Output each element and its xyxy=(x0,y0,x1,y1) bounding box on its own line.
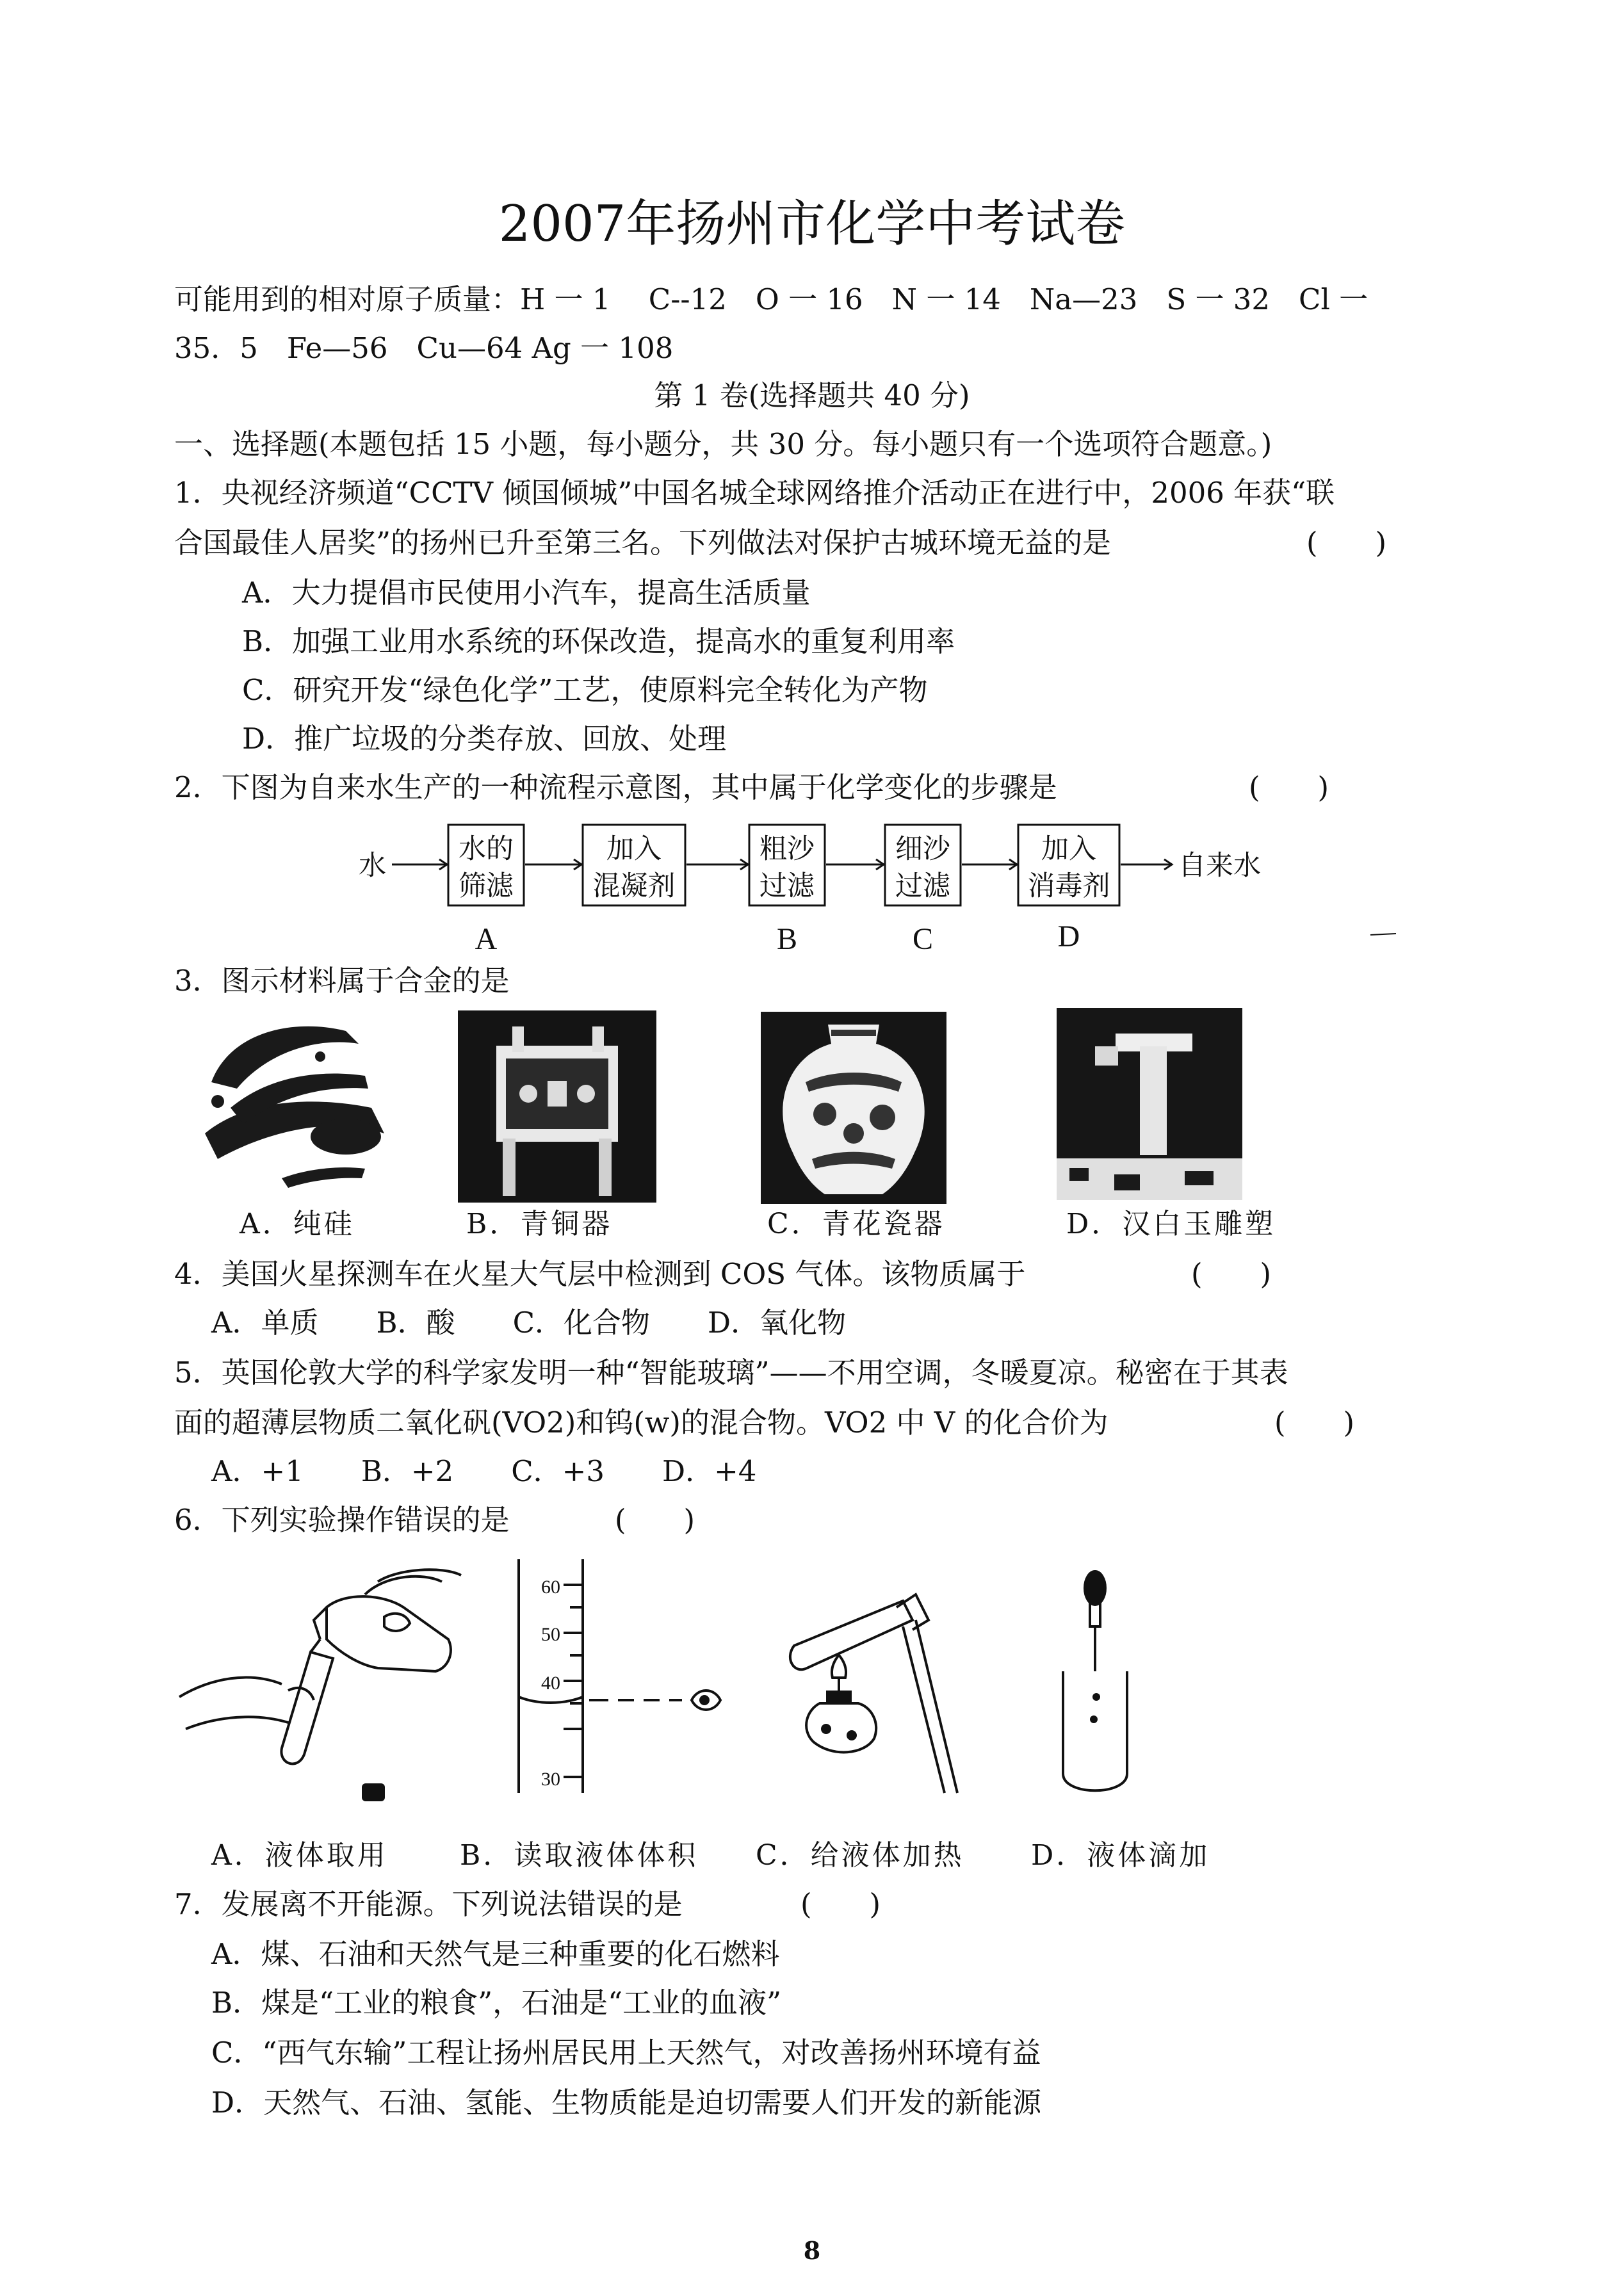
q7-option-d: D．天然气、石油、氢能、生物质能是迫切需要人们开发的新能源 xyxy=(211,2086,1042,2120)
q4-answer-paren: ( ) xyxy=(1191,1257,1272,1291)
q1-option-b: B．加强工业用水系统的环保改造，提高水的重复利用率 xyxy=(242,624,955,658)
q7-text: 7．发展离不开能源。下列说法错误的是 xyxy=(174,1887,683,1921)
q1-option-a: A．大力提倡市民使用小汽车，提高生活质量 xyxy=(242,576,811,610)
q7-option-a: A．煤、石油和天然气是三种重要的化石燃料 xyxy=(211,1937,780,1971)
q3-label-b: B．青铜器 xyxy=(466,1208,613,1240)
svg-text:筛滤: 筛滤 xyxy=(459,870,514,902)
page-number: 8 xyxy=(803,2236,821,2265)
q4-text: 4．美国火星探测车在火星大气层中检测到 COS 气体。该物质属于 xyxy=(174,1257,1026,1291)
q7-answer-paren: ( ) xyxy=(800,1887,881,1921)
svg-text:消毒剂: 消毒剂 xyxy=(1027,870,1110,902)
q2-text: 2．下图为自来水生产的一种流程示意图，其中属于化学变化的步骤是 xyxy=(174,770,1057,804)
q1-answer-paren: ( ) xyxy=(1306,526,1387,560)
q3-label-c: C．青花瓷器 xyxy=(767,1208,945,1240)
q3-label-a: A．纯硅 xyxy=(240,1208,355,1240)
q6-label-d: D．液体滴加 xyxy=(1031,1839,1210,1872)
q5-answer-paren: ( ) xyxy=(1274,1406,1355,1439)
heating-test-tube-illustration xyxy=(768,1582,973,1812)
volume-heading: 第 1 卷(选择题共 40 分) xyxy=(654,378,970,412)
bronze-vessel-image xyxy=(458,1010,656,1203)
q7-option-b: B．煤是“工业的粮食”，石油是“工业的血液” xyxy=(211,1986,782,2020)
dropper-test-tube-illustration xyxy=(1037,1562,1153,1806)
q3-text: 3．图示材料属于合金的是 xyxy=(174,964,510,998)
svg-text:60: 60 xyxy=(541,1577,560,1598)
q6-text: 6．下列实验操作错误的是 xyxy=(174,1503,510,1537)
q1-line2: 合国最佳人居奖”的扬州已升至第三名。下列做法对保护古城环境无益的是 xyxy=(174,526,1112,560)
svg-text:粗沙: 粗沙 xyxy=(759,833,815,865)
q5-options: A．+1 B．+2 C．+3 D．+4 xyxy=(211,1454,757,1488)
exam-title: 2007年扬州市化学中考试卷 xyxy=(498,195,1126,253)
q5-line1: 5．英国伦敦大学的科学家发明一种“智能玻璃”——不用空调，冬暖夏凉。秘密在于其表 xyxy=(174,1356,1288,1390)
svg-text:混凝剂: 混凝剂 xyxy=(592,870,676,902)
svg-text:40: 40 xyxy=(541,1673,560,1694)
flow-label-d: D xyxy=(1057,920,1080,953)
liquid-pouring-illustration xyxy=(173,1556,493,1812)
eye-icon xyxy=(699,1695,710,1705)
atomic-masses-line2: 35．5 Fe—56 Cu—64 Ag 一 108 xyxy=(174,331,674,365)
q6-label-a: A．液体取用 xyxy=(211,1839,388,1872)
q4-options: A．单质 B．酸 C．化合物 D．氧化物 xyxy=(211,1306,847,1340)
svg-text:细沙: 细沙 xyxy=(895,833,950,865)
svg-text:加入: 加入 xyxy=(606,833,662,865)
q1-line1: 1．央视经济频道“CCTV 倾国倾城”中国名城全球网络推介活动正在进行中，2006 年获“联 xyxy=(174,476,1335,510)
svg-text:过滤: 过滤 xyxy=(759,870,815,902)
q1-option-c: C．研究开发“绿色化学”工艺，使原料完全转化为产物 xyxy=(242,673,928,707)
q2-answer-paren: ( ) xyxy=(1249,770,1329,804)
flow-label-b: B xyxy=(776,922,798,956)
flow-end-label: 自来水 xyxy=(1178,850,1261,882)
flow-start-label: 水 xyxy=(359,850,386,882)
q6-answer-paren: ( ) xyxy=(615,1503,695,1537)
section-heading: 一、选择题(本题包括 15 小题，每小题分，共 30 分。每小题只有一个选项符合题意。) xyxy=(174,427,1272,461)
svg-text:水的: 水的 xyxy=(459,833,514,865)
q7-option-c: C．“西气东输”工程让扬州居民用上天然气，对改善扬州环境有益 xyxy=(211,2036,1041,2070)
svg-text:过滤: 过滤 xyxy=(895,870,950,902)
q3-label-d: D．汉白玉雕塑 xyxy=(1066,1208,1276,1240)
water-process-flow-diagram xyxy=(0,813,1624,961)
svg-text:加入: 加入 xyxy=(1041,833,1096,865)
flow-label-c: C xyxy=(912,922,934,956)
q5-line2: 面的超薄层物质二氧化矾(VO2)和钨(w)的混合物。VO2 中 V 的化合价为 xyxy=(174,1406,1108,1439)
pure-silicon-image xyxy=(192,1005,397,1197)
svg-text:50: 50 xyxy=(541,1624,560,1645)
q1-option-d: D．推广垃圾的分类存放、回放、处理 xyxy=(242,722,727,756)
flow-label-a: A xyxy=(475,922,498,956)
q6-label-c: C．给液体加热 xyxy=(756,1839,964,1872)
blue-white-porcelain-image xyxy=(761,1012,946,1204)
atomic-masses-line1: 可能用到的相对原子质量：H 一 1 C--12 O 一 16 N 一 14 Na—23 S 一 32 Cl 一 xyxy=(174,282,1368,316)
graduated-cylinder-illustration xyxy=(499,1556,794,1812)
q6-label-b: B．读取液体体积 xyxy=(460,1839,699,1872)
white-jade-sculpture-image xyxy=(1057,1008,1242,1200)
svg-text:30: 30 xyxy=(541,1769,560,1790)
